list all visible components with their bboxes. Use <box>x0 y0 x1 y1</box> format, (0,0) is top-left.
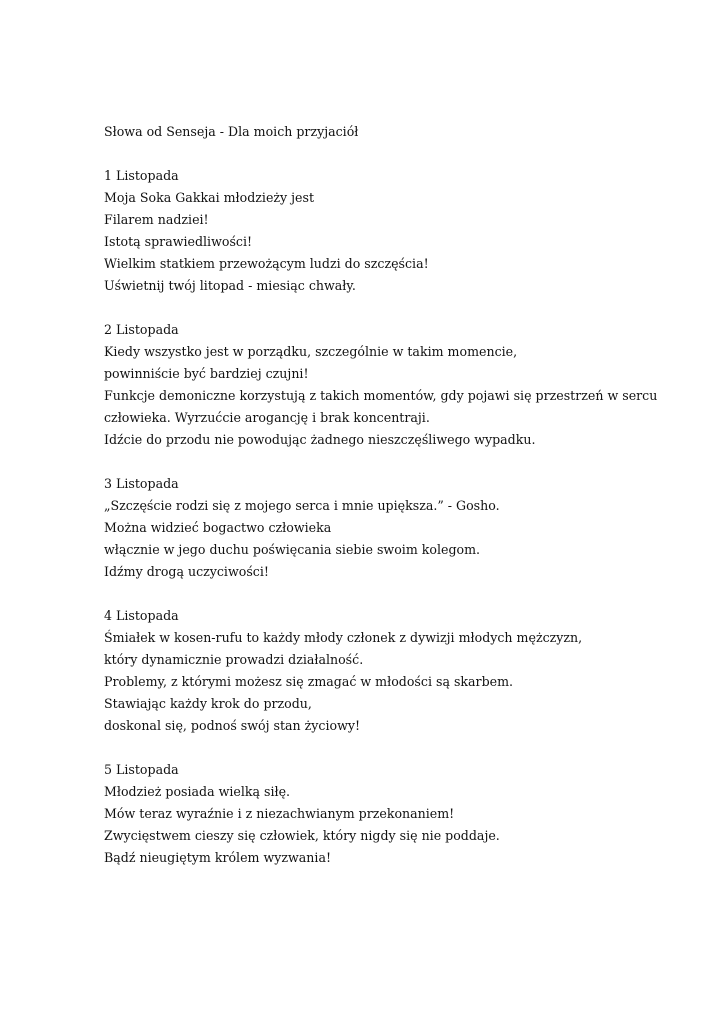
section-line: Idźcie do przodu nie powodując żadnego nieszczęśliwego wypadku. <box>104 432 536 447</box>
section-line: Mów teraz wyraźnie i z niezachwianym przekonaniem! <box>104 806 455 821</box>
section-line: Wielkim statkiem przewożącym ludzi do szczęścia! <box>104 256 429 271</box>
section-line: „Szczęście rodzi się z mojego serca i mnie upiększa.” - Gosho. <box>104 498 500 513</box>
section-line: człowieka. Wyrzućcie arogancję i brak koncentraji. <box>104 410 430 425</box>
section-line: Kiedy wszystko jest w porządku, szczególnie w takim momencie, <box>104 344 518 359</box>
section-line: Uświetnij twój litopad - miesiąc chwały. <box>104 278 356 293</box>
section-line: Istotą sprawiedliwości! <box>104 234 253 249</box>
section-line: Problemy, z którymi możesz się zmagać w młodości są skarbem. <box>104 674 514 689</box>
document-content <box>104 121 694 891</box>
section-line: Idźmy drogą uczyciwości! <box>104 564 269 579</box>
section-line: powinniście być bardziej czujni! <box>104 366 309 381</box>
section-line: Filarem nadziei! <box>104 212 209 227</box>
section-line: Funkcje demoniczne korzystują z takich momentów, gdy pojawi się przestrzeń w sercu <box>104 388 658 403</box>
section-line: doskonal się, podnoś swój stan życiowy! <box>104 718 361 733</box>
section-line: Młodzież posiada wielką siłę. <box>104 784 291 799</box>
section-line: Zwycięstwem cieszy się człowiek, który nigdy się nie poddaje. <box>104 828 500 843</box>
section-4-listopada <box>104 605 694 737</box>
section-1-listopada <box>104 165 694 297</box>
section-line: który dynamicznie prowadzi działalność. <box>104 652 364 667</box>
section-heading: 1 Listopada <box>104 168 179 183</box>
section-line: Śmiałek w kosen-rufu to każdy młody członek z dywizji młodych mężczyzn, <box>104 630 583 645</box>
section-line: Stawiając każdy krok do przodu, <box>104 696 312 711</box>
section-line: Moja Soka Gakkai młodzieży jest <box>104 190 315 205</box>
section-heading: 5 Listopada <box>104 762 179 777</box>
section-line: Bądź nieugiętym królem wyzwania! <box>104 850 332 865</box>
section-line: Można widzieć bogactwo człowieka <box>104 520 332 535</box>
section-3-listopada <box>104 473 694 583</box>
section-heading: 4 Listopada <box>104 608 179 623</box>
section-heading: 2 Listopada <box>104 322 179 337</box>
section-heading: 3 Listopada <box>104 476 179 491</box>
section-line: włącznie w jego duchu poświęcania siebie swoim kolegom. <box>104 542 481 557</box>
section-2-listopada <box>104 319 694 451</box>
section-5-listopada <box>104 759 694 869</box>
document-title: Słowa od Senseja - Dla moich przyjaciół <box>104 124 359 139</box>
